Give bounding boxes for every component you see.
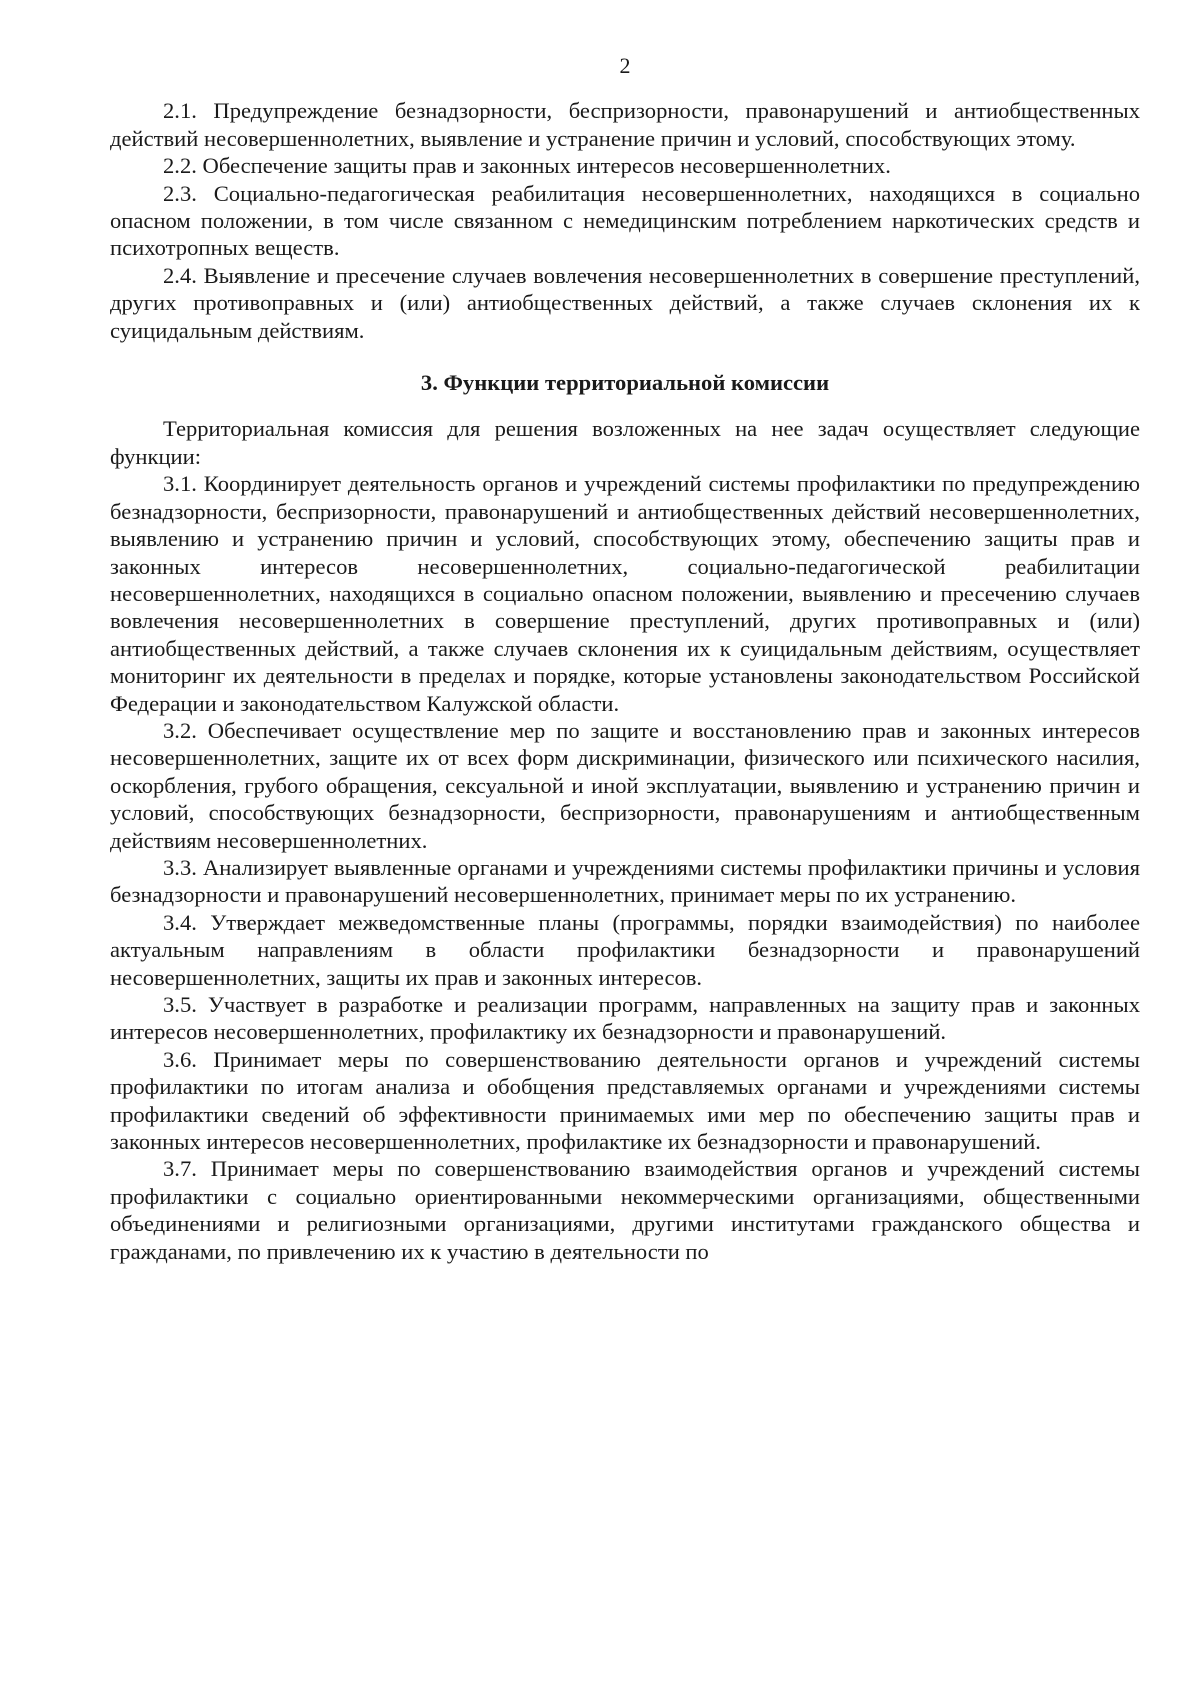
document-page — [110, 52, 1140, 1265]
paragraph-3-5: 3.5. Участвует в разработке и реализации программ, направленных на защиту прав и законных интересов несовершеннолетних, профилактику их безнадзорности и правонарушений. — [110, 992, 1140, 1045]
section-heading: 3. Функции территориальной комиссии — [420, 370, 830, 396]
paragraph-3-1: 3.1. Координирует деятельность органов и учреждений системы профилактики по предупреждению безнадзорности, беспризорности, правонарушений и антиобщественных действий несовершеннолетних, выявлению и устранению причин и условий, способствующих этому, обеспечению защиты прав и законных интересов несовершеннолетних, социально-педагогической реабилитации несовершеннолетних, находящихся в социально опасном положении, выявлению и пресечению случаев вовлечения несовершеннолетних в совершение преступлений, других противоправных и (или) антиобщественных действий, а также случаев склонения их к суицидальным действиям, осуществляет мониторинг их деятельности в пределах и порядке, которые установлены законодательством Российской Федерации и законодательством Калужской области. — [110, 471, 1140, 716]
paragraph-2-2: 2.2. Обеспечение защиты прав и законных интересов несовершеннолетних. — [163, 153, 891, 179]
paragraph-3-7: 3.7. Принимает меры по совершенствованию взаимодействия органов и учреждений системы профилактики с социально ориентированными некоммерческими организациями, общественными объединениями и религиозными организациями, другими институтами гражданского общества и гражданами, по привлечению их к участию в деятельности по — [110, 1156, 1140, 1264]
paragraph-intro: Территориальная комиссия для решения возложенных на нее задач осуществляет следующие функции: — [110, 416, 1140, 469]
paragraph-2-3: 2.3. Социально-педагогическая реабилитация несовершеннолетних, находящихся в социально опасном положении, в том числе связанном с немедицинским потреблением наркотических средств и психотропных веществ. — [110, 180, 1140, 261]
paragraph-2-4: 2.4. Выявление и пресечение случаев вовлечения несовершеннолетних в совершение преступлений, других противоправных и (или) антиобщественных действий, а также случаев склонения их к суицидальным действиям. — [110, 262, 1140, 343]
paragraph-3-2: 3.2. Обеспечивает осуществление мер по защите и восстановлению прав и законных интересов несовершеннолетних, защите их от всех форм дискриминации, физического или психического насилия, оскорбления, грубого обращения, сексуальной и иной эксплуатации, выявлению и устранению причин и условий, способствующих безнадзорности, беспризорности, правонарушениям и антиобщественным действиям несовершеннолетних. — [110, 717, 1140, 853]
paragraph-3-6: 3.6. Принимает меры по совершенствованию деятельности органов и учреждений системы профилактики по итогам анализа и обобщения представляемых органами и учреждениями системы профилактики сведений об эффективности принимаемых ими мер по обеспечению защиты прав и законных интересов несовершеннолетних, профилактике их безнадзорности и правонарушений. — [110, 1046, 1140, 1155]
paragraph-3-4: 3.4. Утверждает межведомственные планы (программы, порядки взаимодействия) по наиболее актуальным направлениям в области профилактики безнадзорности и правонарушений несовершеннолетних, защиты их прав и законных интересов. — [110, 909, 1140, 990]
page-number: 2 — [619, 53, 631, 78]
paragraph-2-1: 2.1. Предупреждение безнадзорности, беспризорности, правонарушений и антиобщественных действий несовершеннолетних, выявление и устранение причин и условий, способствующих этому. — [110, 98, 1140, 151]
paragraph-3-3: 3.3. Анализирует выявленные органами и учреждениями системы профилактики причины и условия безнадзорности и правонарушений несовершеннолетних, принимает меры по их устранению. — [110, 854, 1140, 908]
